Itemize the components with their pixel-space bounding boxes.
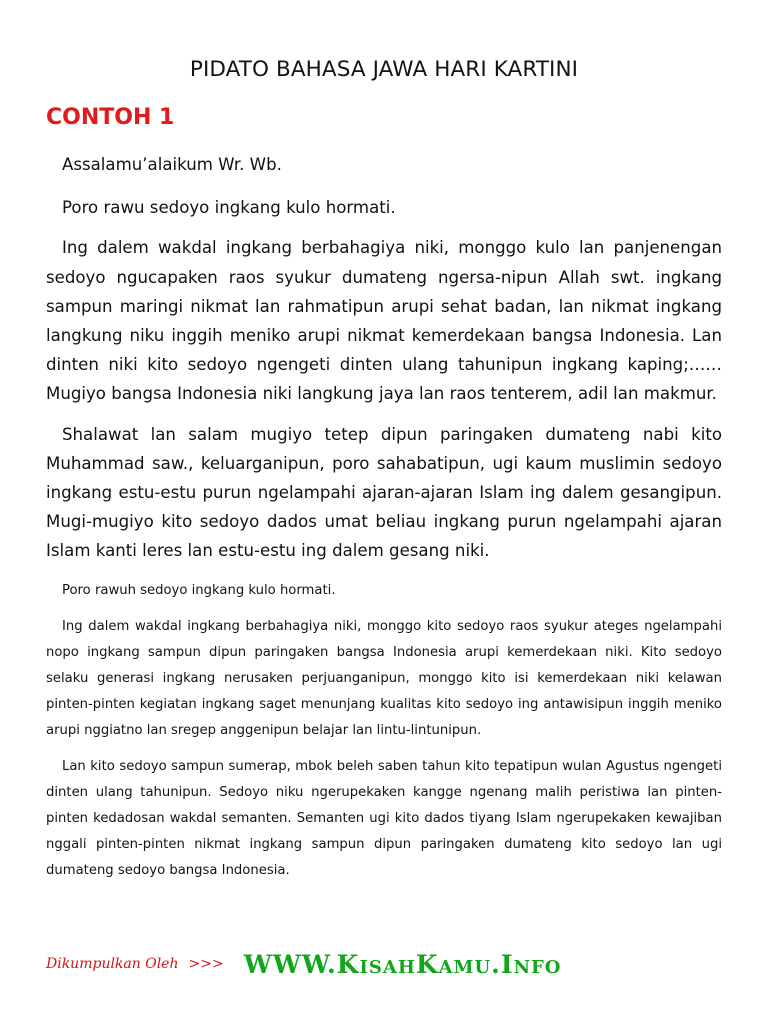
- section-heading-contoh-1: CONTOH 1: [46, 105, 175, 130]
- body-paragraph-independence: Ing dalem wakdal ingkang berbahagiya niki, monggo kito sedoyo raos syukur ateges ngelampahi nopo ingkang sampun dipun paringaken bangsa Indonesia arupi kemerdekaan niki. Kito sedoyo selaku generasi ingkang nerusaken perjuanganipun, monggo kito isi kemerdekaan niki kelawan pinten-pinten kegiatan ingkang saget menunjang kualitas kito sedoyo ing antawisipun inggih meniko arupi nggiatno lan sregep anggenipun belajar lan lintu-lintunipun.: [46, 618, 722, 738]
- respect-paragraph: Poro rawu sedoyo ingkang kulo hormati.: [62, 198, 396, 218]
- respect-paragraph-second: Poro rawuh sedoyo ingkang kulo hormati.: [62, 582, 336, 598]
- greeting-paragraph: Assalamu’alaikum Wr. Wb.: [62, 155, 282, 174]
- document-title: PIDATO BAHASA JAWA HARI KARTINI: [189, 57, 579, 82]
- body-paragraph-gratitude: Ing dalem wakdal ingkang berbahagiya niki, monggo kulo lan panjenengan sedoyo ngucapaken raos syukur dumateng ngersa-nipun Allah swt. ingkang sampun maringi nikmat lan rahmatipun arupi sehat badan, lan nikmat ingkang langkung niku inggih meniko arupi nikmat kemerdekaan bangsa Indonesia. Lan dinten niki kito sedoyo ngengeti dinten ulang tahunipun ingkang kaping;……Mugiyo bangsa Indonesia niki langkung jaya lan raos tenterem, adil lan makmur.: [46, 238, 722, 404]
- body-paragraph-shalawat: Shalawat lan salam mugiyo tetep dipun paringaken dumateng nabi kito Muhammad saw., keluarganipun, poro sahabatipun, ugi kaum muslimin sedoyo ingkang estu-estu purun ngelampahi ajaran-ajaran Islam ing dalem gesangipun. Mugi-mugiyo kito sedoyo dados umat beliau ingkang purun ngelampahi ajaran Islam kanti leres lan estu-estu ing dalem gesang niki.: [46, 424, 722, 561]
- footer-collected-by-label: Dikumpulkan Oleh: [46, 956, 179, 972]
- body-paragraph-august: Lan kito sedoyo sampun sumerap, mbok beleh saben tahun kito tepatipun wulan Agustus ngengeti dinten ulang tahunipun. Sedoyo niku ngerupekaken kangge ngenang malih peristiwa lan pinten-pinten kedadosan wakdal semanten. Semanten ugi kito dados tiyang Islam ngerupekaken kewajiban nggali pinten-pinten nikmat ingkang sampun dipun paringaken dumateng kito sedoyo lan ugi dumateng sedoyo bangsa Indonesia.: [46, 758, 722, 878]
- footer-arrows: >>>: [188, 956, 224, 972]
- footer-credit: [46, 944, 736, 984]
- footer-site-link[interactable]: WWW.KisahKamu.Info: [243, 949, 562, 979]
